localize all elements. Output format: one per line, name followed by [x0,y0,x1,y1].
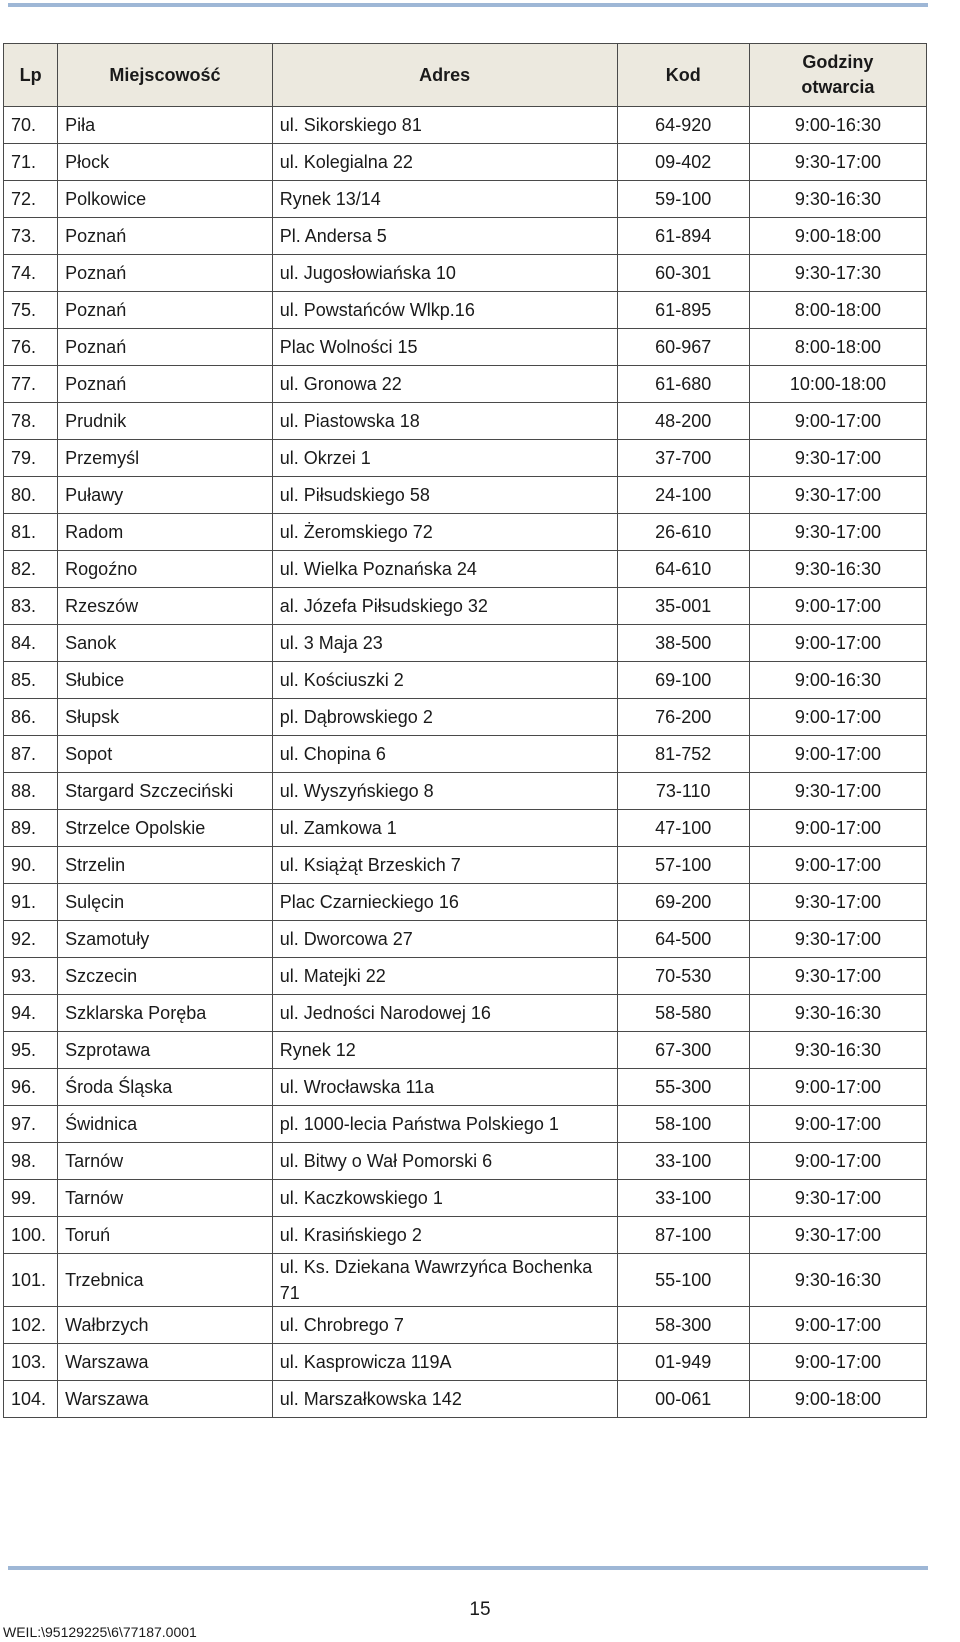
header-hours-line1: Godziny [802,52,874,72]
opening-hours-cell: 9:30-17:00 [749,1180,926,1217]
row-number: 94. [4,995,58,1032]
postal-code-cell: 59-100 [617,181,749,218]
address-cell: ul. Powstańców Wlkp.16 [272,292,617,329]
row-number: 104. [4,1381,58,1418]
row-number: 83. [4,588,58,625]
address-cell: ul. Piłsudskiego 58 [272,477,617,514]
row-number: 91. [4,884,58,921]
address-cell: ul. Chopina 6 [272,736,617,773]
opening-hours-cell: 9:30-16:30 [749,1032,926,1069]
city-cell: Toruń [58,1217,273,1254]
row-number: 99. [4,1180,58,1217]
postal-code-cell: 61-895 [617,292,749,329]
city-cell: Poznań [58,255,273,292]
opening-hours-cell: 9:00-17:00 [749,810,926,847]
city-cell: Szklarska Poręba [58,995,273,1032]
row-number: 93. [4,958,58,995]
opening-hours-cell: 9:30-17:00 [749,773,926,810]
postal-code-cell: 38-500 [617,625,749,662]
table-row [4,181,927,218]
city-cell: Poznań [58,366,273,403]
table-row [4,884,927,921]
header-code: Kod [617,44,749,107]
postal-code-cell: 70-530 [617,958,749,995]
address-cell: ul. Kolegialna 22 [272,144,617,181]
postal-code-cell: 64-610 [617,551,749,588]
postal-code-cell: 60-967 [617,329,749,366]
header-hours-line2: otwarcia [801,77,875,97]
address-cell: ul. Wielka Poznańska 24 [272,551,617,588]
city-cell: Prudnik [58,403,273,440]
city-cell: Poznań [58,292,273,329]
row-number: 89. [4,810,58,847]
row-number: 101. [4,1254,58,1307]
postal-code-cell: 26-610 [617,514,749,551]
table-row [4,699,927,736]
table-row [4,736,927,773]
table-row [4,440,927,477]
opening-hours-cell: 9:30-17:30 [749,255,926,292]
address-cell: ul. Krasińskiego 2 [272,1217,617,1254]
row-number: 102. [4,1307,58,1344]
postal-code-cell: 87-100 [617,1217,749,1254]
postal-code-cell: 48-200 [617,403,749,440]
postal-code-cell: 01-949 [617,1344,749,1381]
opening-hours-cell: 9:30-17:00 [749,144,926,181]
table-row [4,292,927,329]
table-row [4,366,927,403]
postal-code-cell: 69-100 [617,662,749,699]
branch-table [3,43,927,1418]
document-reference: WEIL:\95129225\6\77187.0001 [3,1624,197,1640]
address-cell: pl. Dąbrowskiego 2 [272,699,617,736]
table-row [4,662,927,699]
opening-hours-cell: 9:00-16:30 [749,107,926,144]
address-cell: ul. Bitwy o Wał Pomorski 6 [272,1143,617,1180]
row-number: 98. [4,1143,58,1180]
table-row [4,144,927,181]
opening-hours-cell: 9:00-17:00 [749,625,926,662]
table-row [4,255,927,292]
address-cell: pl. 1000-lecia Państwa Polskiego 1 [272,1106,617,1143]
row-number: 79. [4,440,58,477]
address-cell: Plac Czarnieckiego 16 [272,884,617,921]
row-number: 96. [4,1069,58,1106]
address-cell: ul. Wrocławska 11a [272,1069,617,1106]
city-cell: Puławy [58,477,273,514]
table-row [4,1217,927,1254]
postal-code-cell: 33-100 [617,1143,749,1180]
row-number: 74. [4,255,58,292]
header-city: Miejscowość [58,44,273,107]
city-cell: Polkowice [58,181,273,218]
opening-hours-cell: 9:00-17:00 [749,1307,926,1344]
row-number: 82. [4,551,58,588]
postal-code-cell: 58-300 [617,1307,749,1344]
address-cell: ul. Żeromskiego 72 [272,514,617,551]
header-lp: Lp [4,44,58,107]
header-address: Adres [272,44,617,107]
city-cell: Tarnów [58,1180,273,1217]
row-number: 97. [4,1106,58,1143]
table-row [4,1381,927,1418]
address-cell: ul. Kaczkowskiego 1 [272,1180,617,1217]
row-number: 87. [4,736,58,773]
table-row [4,1143,927,1180]
city-cell: Rzeszów [58,588,273,625]
opening-hours-cell: 9:30-17:00 [749,440,926,477]
row-number: 103. [4,1344,58,1381]
table-header-row [4,44,927,107]
postal-code-cell: 33-100 [617,1180,749,1217]
postal-code-cell: 67-300 [617,1032,749,1069]
city-cell: Przemyśl [58,440,273,477]
opening-hours-cell: 9:00-17:00 [749,1106,926,1143]
address-cell: ul. Kościuszki 2 [272,662,617,699]
row-number: 70. [4,107,58,144]
postal-code-cell: 09-402 [617,144,749,181]
city-cell: Rogoźno [58,551,273,588]
city-cell: Płock [58,144,273,181]
opening-hours-cell: 9:00-16:30 [749,662,926,699]
city-cell: Radom [58,514,273,551]
postal-code-cell: 35-001 [617,588,749,625]
postal-code-cell: 69-200 [617,884,749,921]
city-cell: Strzelin [58,847,273,884]
opening-hours-cell: 8:00-18:00 [749,329,926,366]
postal-code-cell: 58-100 [617,1106,749,1143]
row-number: 76. [4,329,58,366]
postal-code-cell: 73-110 [617,773,749,810]
city-cell: Tarnów [58,1143,273,1180]
opening-hours-cell: 9:30-16:30 [749,995,926,1032]
city-cell: Poznań [58,329,273,366]
row-number: 86. [4,699,58,736]
city-cell: Wałbrzych [58,1307,273,1344]
address-cell: ul. Jedności Narodowej 16 [272,995,617,1032]
opening-hours-cell: 9:30-17:00 [749,477,926,514]
row-number: 85. [4,662,58,699]
city-cell: Strzelce Opolskie [58,810,273,847]
city-cell: Szprotawa [58,1032,273,1069]
opening-hours-cell: 10:00-18:00 [749,366,926,403]
opening-hours-cell: 9:30-16:30 [749,551,926,588]
postal-code-cell: 61-680 [617,366,749,403]
row-number: 71. [4,144,58,181]
city-cell: Warszawa [58,1381,273,1418]
postal-code-cell: 61-894 [617,218,749,255]
city-cell: Stargard Szczeciński [58,773,273,810]
table-row [4,958,927,995]
city-cell: Sanok [58,625,273,662]
table-row [4,477,927,514]
table-row [4,1180,927,1217]
row-number: 73. [4,218,58,255]
table-row [4,1032,927,1069]
address-cell: ul. Piastowska 18 [272,403,617,440]
postal-code-cell: 24-100 [617,477,749,514]
opening-hours-cell: 8:00-18:00 [749,292,926,329]
address-cell: ul. Zamkowa 1 [272,810,617,847]
address-cell: Plac Wolności 15 [272,329,617,366]
row-number: 77. [4,366,58,403]
city-cell: Środa Śląska [58,1069,273,1106]
city-cell: Trzebnica [58,1254,273,1307]
table-row [4,1106,927,1143]
address-cell: ul. Książąt Brzeskich 7 [272,847,617,884]
opening-hours-cell: 9:00-18:00 [749,1381,926,1418]
city-cell: Szamotuły [58,921,273,958]
postal-code-cell: 64-500 [617,921,749,958]
city-cell: Warszawa [58,1344,273,1381]
city-cell: Słubice [58,662,273,699]
row-number: 88. [4,773,58,810]
address-cell: ul. Marszałkowska 142 [272,1381,617,1418]
postal-code-cell: 37-700 [617,440,749,477]
opening-hours-cell: 9:00-17:00 [749,699,926,736]
address-cell: ul. Jugosłowiańska 10 [272,255,617,292]
row-number: 100. [4,1217,58,1254]
address-cell: ul. Kasprowicza 119A [272,1344,617,1381]
address-cell: ul. Okrzei 1 [272,440,617,477]
city-cell: Sulęcin [58,884,273,921]
opening-hours-cell: 9:30-17:00 [749,514,926,551]
opening-hours-cell: 9:00-17:00 [749,736,926,773]
postal-code-cell: 47-100 [617,810,749,847]
opening-hours-cell: 9:00-18:00 [749,218,926,255]
table-row [4,1069,927,1106]
table-row [4,1344,927,1381]
table-row [4,773,927,810]
opening-hours-cell: 9:00-17:00 [749,588,926,625]
table-row [4,625,927,662]
table-row [4,107,927,144]
table-row [4,921,927,958]
opening-hours-cell: 9:00-17:00 [749,1069,926,1106]
postal-code-cell: 58-580 [617,995,749,1032]
table-row [4,1307,927,1344]
postal-code-cell: 55-300 [617,1069,749,1106]
address-cell: ul. Matejki 22 [272,958,617,995]
address-cell: ul. Sikorskiego 81 [272,107,617,144]
table-row [4,810,927,847]
table-row [4,995,927,1032]
address-cell: ul. Gronowa 22 [272,366,617,403]
address-cell: ul. Ks. Dziekana Wawrzyńca Bochenka 71 [272,1254,617,1307]
address-cell: Rynek 12 [272,1032,617,1069]
row-number: 90. [4,847,58,884]
opening-hours-cell: 9:30-17:00 [749,958,926,995]
table-row [4,588,927,625]
postal-code-cell: 81-752 [617,736,749,773]
row-number: 95. [4,1032,58,1069]
address-cell: ul. 3 Maja 23 [272,625,617,662]
address-cell: Pl. Andersa 5 [272,218,617,255]
opening-hours-cell: 9:30-16:30 [749,1254,926,1307]
opening-hours-cell: 9:00-17:00 [749,1344,926,1381]
table-row [4,551,927,588]
address-cell: ul. Dworcowa 27 [272,921,617,958]
row-number: 78. [4,403,58,440]
opening-hours-cell: 9:00-17:00 [749,1143,926,1180]
city-cell: Sopot [58,736,273,773]
table-row [4,403,927,440]
opening-hours-cell: 9:30-16:30 [749,181,926,218]
row-number: 80. [4,477,58,514]
city-cell: Poznań [58,218,273,255]
city-cell: Słupsk [58,699,273,736]
table-row [4,218,927,255]
row-number: 92. [4,921,58,958]
opening-hours-cell: 9:30-17:00 [749,921,926,958]
row-number: 84. [4,625,58,662]
postal-code-cell: 57-100 [617,847,749,884]
opening-hours-cell: 9:00-17:00 [749,847,926,884]
header-rule [8,3,928,7]
table-row [4,1254,927,1307]
postal-code-cell: 00-061 [617,1381,749,1418]
table-body [4,107,927,1418]
postal-code-cell: 60-301 [617,255,749,292]
opening-hours-cell: 9:00-17:00 [749,403,926,440]
postal-code-cell: 55-100 [617,1254,749,1307]
address-cell: al. Józefa Piłsudskiego 32 [272,588,617,625]
header-hours [749,44,926,107]
footer-rule [8,1566,928,1570]
row-number: 75. [4,292,58,329]
table-row [4,847,927,884]
city-cell: Piła [58,107,273,144]
row-number: 81. [4,514,58,551]
row-number: 72. [4,181,58,218]
address-cell: Rynek 13/14 [272,181,617,218]
opening-hours-cell: 9:30-17:00 [749,884,926,921]
opening-hours-cell: 9:30-17:00 [749,1217,926,1254]
address-cell: ul. Wyszyńskiego 8 [272,773,617,810]
table-row [4,514,927,551]
address-cell: ul. Chrobrego 7 [272,1307,617,1344]
postal-code-cell: 76-200 [617,699,749,736]
table-row [4,329,927,366]
city-cell: Szczecin [58,958,273,995]
page-number: 15 [469,1599,491,1620]
city-cell: Świdnica [58,1106,273,1143]
postal-code-cell: 64-920 [617,107,749,144]
